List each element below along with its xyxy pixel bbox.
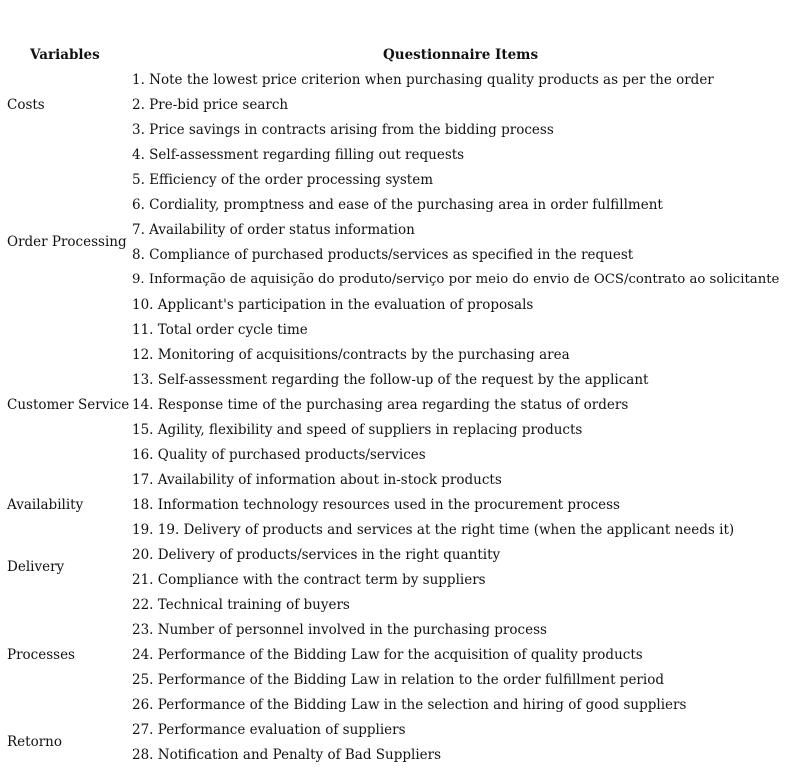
questionnaire-item: 18. Information technology resources used in the procurement process: [132, 497, 620, 513]
variable-delivery: Delivery: [7, 559, 65, 575]
questionnaire-item: 26. Performance of the Bidding Law in the selection and hiring of good suppliers: [132, 697, 687, 713]
header-variables: Variables: [30, 47, 100, 63]
questionnaire-item: 19. 19. Delivery of products and services at the right time (when the applicant needs it): [132, 522, 735, 538]
variable-processes: Processes: [7, 647, 75, 663]
questionnaire-item: 8. Compliance of purchased products/services as specified in the request: [132, 247, 634, 263]
questionnaire-item: 7. Availability of order status information: [132, 222, 415, 238]
questionnaire-item: 25. Performance of the Bidding Law in relation to the order fulfillment period: [132, 672, 664, 688]
questionnaire-item: 13. Self-assessment regarding the follow-up of the request by the applicant: [132, 372, 649, 388]
questionnaire-item: 10. Applicant's participation in the evaluation of proposals: [132, 297, 534, 313]
questionnaire-item: 16. Quality of purchased products/services: [132, 447, 426, 463]
questionnaire-item: 6. Cordiality, promptness and ease of the purchasing area in order fulfillment: [132, 197, 663, 213]
questionnaire-item: 2. Pre-bid price search: [132, 97, 289, 113]
header-questionnaire-items: Questionnaire Items: [383, 47, 539, 63]
questionnaire-item: 27. Performance evaluation of suppliers: [132, 722, 406, 738]
questionnaire-item: 20. Delivery of products/services in the right quantity: [132, 547, 501, 563]
variable-customer-service: Customer Service: [7, 397, 130, 413]
questionnaire-item: 11. Total order cycle time: [132, 322, 308, 338]
questionnaire-item: 17. Availability of information about in-stock products: [132, 472, 502, 488]
questionnaire-item: 12. Monitoring of acquisitions/contracts by the purchasing area: [132, 347, 570, 363]
questionnaire-item: 5. Efficiency of the order processing system: [132, 172, 434, 188]
questionnaire-item: 3. Price savings in contracts arising from the bidding process: [132, 122, 554, 138]
questionnaire-item: 4. Self-assessment regarding filling out requests: [132, 147, 465, 163]
questionnaire-item: 24. Performance of the Bidding Law for the acquisition of quality products: [132, 647, 643, 663]
questionnaire-item: 1. Note the lowest price criterion when purchasing quality products as per the order: [132, 72, 714, 88]
variable-costs: Costs: [7, 97, 45, 113]
questionnaire-item: 23. Number of personnel involved in the purchasing process: [132, 622, 547, 638]
questionnaire-item: 15. Agility, flexibility and speed of suppliers in replacing products: [132, 422, 583, 438]
questionnaire-item: 14. Response time of the purchasing area regarding the status of orders: [132, 397, 629, 413]
questionnaire-item: 28. Notification and Penalty of Bad Suppliers: [132, 747, 442, 763]
questionnaire-item: 22. Technical training of buyers: [132, 597, 350, 613]
questionnaire-item: 9. Informação de aquisição do produto/serviço por meio do envio de OCS/contrato ao solicitante: [132, 272, 780, 287]
questionnaire-item: 21. Compliance with the contract term by suppliers: [132, 572, 486, 588]
variable-order-processing: Order Processing: [7, 234, 127, 250]
variable-availability: Availability: [7, 497, 84, 513]
variable-retorno: Retorno: [7, 734, 62, 750]
